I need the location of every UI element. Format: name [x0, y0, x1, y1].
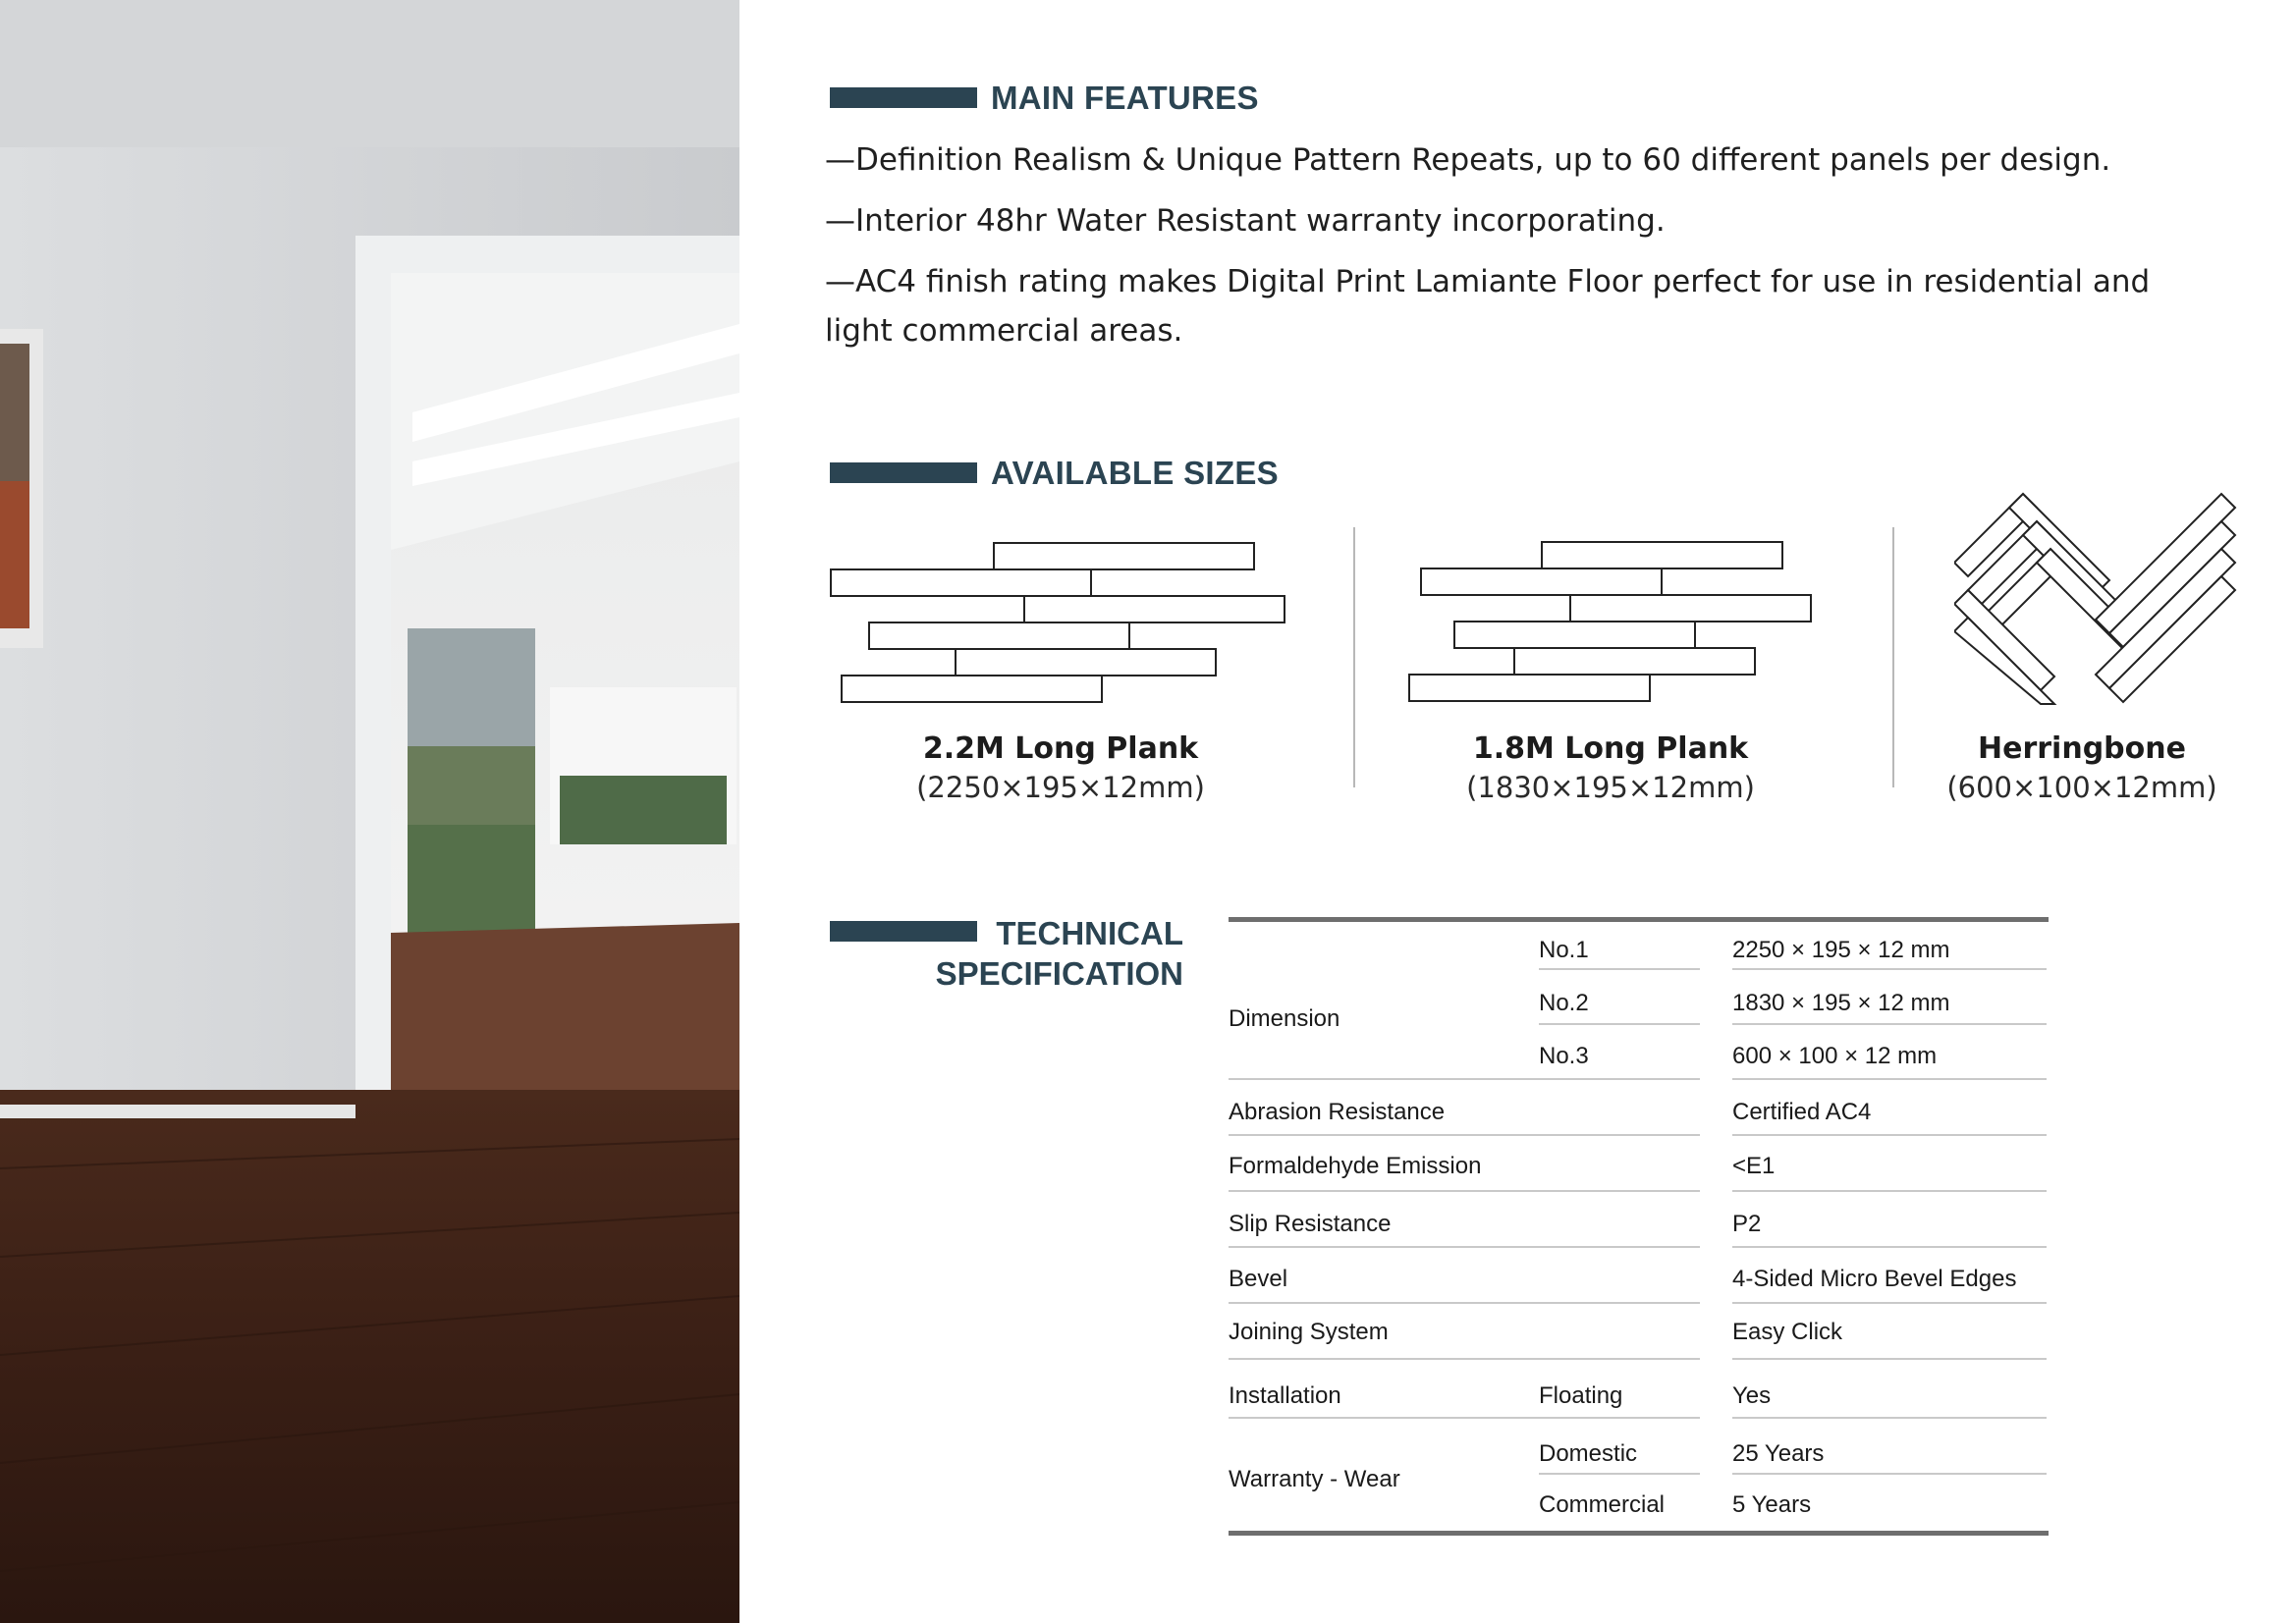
table-bottom-rule — [1229, 1531, 2049, 1536]
row-divider — [1229, 1358, 1700, 1360]
section-accent-bar — [830, 87, 977, 108]
spec-value: 4-Sided Micro Bevel Edges — [1732, 1266, 2017, 1292]
spec-value: 1830 × 195 × 12 mm — [1732, 990, 1950, 1016]
spec-value: Yes — [1732, 1382, 1772, 1409]
spec-value: <E1 — [1732, 1153, 1776, 1179]
feature-item: —Definition Realism & Unique Pattern Repeats, up to 60 different panels per design. — [825, 142, 2111, 178]
row-divider — [1732, 1190, 2047, 1192]
medium-plank-icon — [1404, 538, 1817, 710]
size-dims-2-2m: (2250×195×12mm) — [916, 771, 1205, 804]
table-top-rule — [1229, 917, 2049, 922]
row-divider — [1229, 1134, 1700, 1136]
spec-key: No.3 — [1539, 1043, 1589, 1069]
long-plank-icon — [830, 540, 1291, 707]
row-divider — [1732, 1078, 2047, 1080]
row-divider — [1732, 1302, 2047, 1304]
spec-key: Floating — [1539, 1382, 1623, 1409]
spec-value: P2 — [1732, 1211, 1762, 1237]
row-divider — [1229, 1302, 1700, 1304]
size-name-1-8m: 1.8M Long Plank — [1472, 731, 1749, 766]
row-divider — [1539, 968, 1700, 970]
size-divider — [1353, 527, 1355, 787]
row-divider — [1539, 1473, 1700, 1475]
feature-item: —Interior 48hr Water Resistant warranty incorporating. — [825, 203, 1666, 239]
feature-item: —AC4 finish rating makes Digital Print Lamiante Floor perfect for use in residential and light commercial areas. — [825, 264, 2151, 349]
row-divider — [1732, 1134, 2047, 1136]
row-divider — [1732, 1417, 2047, 1419]
spec-label-joining: Joining System — [1229, 1319, 1389, 1345]
main-features-title: MAIN FEATURES — [991, 80, 1259, 116]
spec-key: No.1 — [1539, 937, 1589, 963]
herringbone-icon — [1954, 491, 2239, 707]
spec-value: Easy Click — [1732, 1319, 1843, 1345]
size-name-2-2m: 2.2M Long Plank — [922, 731, 1199, 766]
row-divider — [1732, 1246, 2047, 1248]
spec-key: Commercial — [1539, 1491, 1666, 1518]
row-divider — [1732, 1358, 2047, 1360]
spec-label-slip: Slip Resistance — [1229, 1211, 1392, 1237]
spec-value: Certified AC4 — [1732, 1099, 1872, 1125]
spec-value: 5 Years — [1732, 1491, 1812, 1518]
spec-label-abrasion: Abrasion Resistance — [1229, 1099, 1446, 1125]
row-divider — [1229, 1246, 1700, 1248]
available-sizes-title: AVAILABLE SIZES — [991, 455, 1279, 491]
spec-key: No.2 — [1539, 990, 1589, 1016]
row-divider — [1229, 1190, 1700, 1192]
spec-value: 2250 × 195 × 12 mm — [1732, 937, 1950, 963]
spec-value: 600 × 100 × 12 mm — [1732, 1043, 1938, 1069]
size-name-herringbone: Herringbone — [1978, 731, 2186, 766]
spec-key: Domestic — [1539, 1440, 1638, 1467]
main-features-header — [830, 81, 1259, 114]
spec-label-installation: Installation — [1229, 1382, 1341, 1409]
spec-label-dimension: Dimension — [1229, 1005, 1340, 1032]
spec-label-formaldehyde: Formaldehyde Emission — [1229, 1153, 1482, 1179]
size-divider — [1892, 527, 1894, 787]
spec-label-warranty: Warranty - Wear — [1229, 1466, 1400, 1492]
title-line: SPECIFICATION — [935, 955, 1183, 992]
row-divider — [1229, 1417, 1700, 1419]
size-dims-1-8m: (1830×195×12mm) — [1466, 771, 1755, 804]
technical-specification-title — [928, 913, 1183, 994]
spec-value: 25 Years — [1732, 1440, 1825, 1467]
size-dims-herringbone: (600×100×12mm) — [1946, 771, 2217, 804]
row-divider — [1229, 1078, 1700, 1080]
room-photo — [0, 0, 739, 1623]
features-list — [825, 135, 2180, 367]
spec-label-bevel: Bevel — [1229, 1266, 1288, 1292]
spec-table — [1229, 917, 2049, 1536]
row-divider — [1732, 1023, 2047, 1025]
row-divider — [1732, 1473, 2047, 1475]
row-divider — [1539, 1023, 1700, 1025]
title-line: TECHNICAL — [996, 915, 1183, 951]
available-sizes-header — [830, 457, 1279, 489]
row-divider — [1732, 968, 2047, 970]
section-accent-bar — [830, 462, 977, 483]
